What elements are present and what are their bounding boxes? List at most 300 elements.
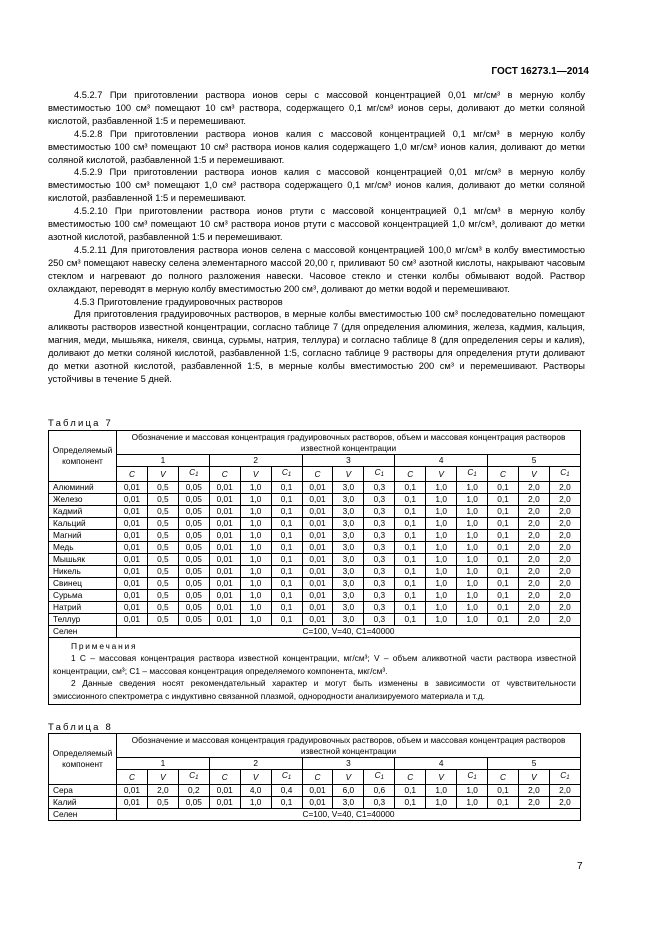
table-row bbox=[49, 517, 581, 529]
table-notes bbox=[49, 637, 581, 705]
table-cell: 0,01 bbox=[209, 481, 240, 493]
table-cell: 0,01 bbox=[117, 517, 148, 529]
notes-row bbox=[49, 637, 581, 705]
table-row bbox=[49, 541, 581, 553]
table-cell: 0,1 bbox=[488, 565, 519, 577]
table-row bbox=[49, 601, 581, 613]
solution-number: 5 bbox=[488, 455, 581, 467]
component-name: Магний bbox=[49, 529, 117, 541]
table-cell: 0,5 bbox=[147, 553, 178, 565]
subcol-header: C bbox=[302, 467, 333, 482]
paragraph: Для приготовления градуировочных растворов, в мерные колбы вместимостью 100 см³ последовательно помещают аликвоты растворов известной концентрации, согласно таблице 7 (для определения алюминия, железа, кадмия, кальция, магния, меди, мышьяка, никеля, свинца, сурьмы, натрия, теллура) и согласно таблице 8 (для определения серы и калия), доливают до метки соляной кислотой, разбавленной 1:5, согласно таблице 9 растворы для определения ртути доливают до метки азотной кислотой, разбавленной 1:5, в мерные колбы вместимостью 200 см³ и перемешивают. Растворы устойчивы в течение 5 дней. bbox=[48, 309, 585, 384]
table-cell: 2,0 bbox=[518, 493, 549, 505]
note-2: 2 Данные сведения носят рекомендательный характер и могут быть изменены в зависимости от чувствительности эмиссионного спектрометра с индуктивно связанной плазмой, однородности анализируемого материала и т.д. bbox=[53, 678, 576, 701]
table-cell: 0,05 bbox=[178, 529, 209, 541]
table-cell: 3,0 bbox=[333, 517, 364, 529]
table-cell: 0,1 bbox=[271, 553, 302, 565]
table-cell: 0,4 bbox=[271, 784, 302, 796]
table-cell: 0,5 bbox=[147, 541, 178, 553]
subcol-header: C bbox=[209, 770, 240, 785]
table-cell: 0,1 bbox=[395, 784, 426, 796]
table-cell: 1,0 bbox=[426, 613, 457, 625]
table-row bbox=[49, 577, 581, 589]
subcol-header: V bbox=[426, 467, 457, 482]
paragraph: 4.5.2.10 При приготовлении раствора ионов ртути с массовой концентрацией 0,1 мг/см³ в мерную колбу вместимостью 100 см³ помещают 10 см³ раствора ионов ртути с массовой концентрацией 1,0 мг/см³, доливают до метки азотной кислотой, разбавленной 1:5 и перемешивают. bbox=[48, 206, 585, 242]
table-cell: 0,01 bbox=[117, 784, 148, 796]
table-cell: 0,1 bbox=[488, 589, 519, 601]
component-name: Сера bbox=[49, 784, 117, 796]
table-cell: 2,0 bbox=[518, 577, 549, 589]
table-cell: 0,5 bbox=[147, 505, 178, 517]
table-cell: 1,0 bbox=[457, 601, 488, 613]
table-cell: 0,1 bbox=[395, 517, 426, 529]
table-cell: 3,0 bbox=[333, 565, 364, 577]
table-cell: 0,1 bbox=[395, 529, 426, 541]
table-cell: 2,0 bbox=[549, 541, 580, 553]
table-cell: 0,1 bbox=[395, 577, 426, 589]
subcol-row bbox=[49, 467, 581, 482]
table-cell: 1,0 bbox=[240, 601, 271, 613]
subcol-header: C bbox=[488, 467, 519, 482]
table-cell: 1,0 bbox=[240, 553, 271, 565]
table-cell: 0,05 bbox=[178, 796, 209, 808]
subcol-header: V bbox=[333, 770, 364, 785]
table-cell: 0,3 bbox=[364, 589, 395, 601]
table-cell: 1,0 bbox=[457, 493, 488, 505]
subcol-header: C1 bbox=[271, 770, 302, 785]
table-cell: 0,3 bbox=[364, 796, 395, 808]
table-row bbox=[49, 565, 581, 577]
body-text bbox=[48, 89, 585, 386]
solution-number: 2 bbox=[209, 455, 302, 467]
table-cell: 3,0 bbox=[333, 505, 364, 517]
page-number: 7 bbox=[577, 861, 583, 872]
table-cell: 0,5 bbox=[147, 517, 178, 529]
table-cell: 0,05 bbox=[178, 541, 209, 553]
subcol-header: C bbox=[117, 770, 148, 785]
table-cell: 1,0 bbox=[426, 589, 457, 601]
table-row bbox=[49, 613, 581, 625]
table-cell: 0,3 bbox=[364, 601, 395, 613]
selen-value: C=100, V=40, C1=40000 bbox=[117, 808, 581, 820]
solution-number: 1 bbox=[117, 455, 210, 467]
table-cell: 0,05 bbox=[178, 505, 209, 517]
table-cell: 0,01 bbox=[302, 796, 333, 808]
table-cell: 3,0 bbox=[333, 493, 364, 505]
table-cell: 2,0 bbox=[518, 481, 549, 493]
table-cell: 1,0 bbox=[240, 613, 271, 625]
subcol-header: C bbox=[488, 770, 519, 785]
table-cell: 0,1 bbox=[271, 613, 302, 625]
table-cell: 1,0 bbox=[457, 505, 488, 517]
table-cell: 0,01 bbox=[209, 577, 240, 589]
solution-number: 1 bbox=[117, 758, 210, 770]
table-cell: 0,1 bbox=[488, 577, 519, 589]
header-row bbox=[49, 734, 581, 758]
selen-row bbox=[49, 625, 581, 637]
table-cell: 2,0 bbox=[549, 493, 580, 505]
table-cell: 2,0 bbox=[549, 601, 580, 613]
table-cell: 0,1 bbox=[488, 601, 519, 613]
table-cell: 2,0 bbox=[518, 565, 549, 577]
table-cell: 1,0 bbox=[426, 553, 457, 565]
table-cell: 0,01 bbox=[117, 601, 148, 613]
component-header: Определяемый компонент bbox=[49, 431, 117, 482]
table-cell: 0,5 bbox=[147, 613, 178, 625]
table-cell: 0,1 bbox=[271, 529, 302, 541]
table-cell: 0,01 bbox=[209, 505, 240, 517]
table-cell: 2,0 bbox=[518, 505, 549, 517]
table-cell: 4,0 bbox=[240, 784, 271, 796]
table-cell: 0,3 bbox=[364, 517, 395, 529]
component-name: Селен bbox=[49, 625, 117, 637]
table-cell: 0,01 bbox=[302, 529, 333, 541]
group-header: Обозначение и массовая концентрация градуировочных растворов, объем и массовая концентрация растворов известной концентрации bbox=[117, 431, 581, 455]
table-cell: 3,0 bbox=[333, 553, 364, 565]
table-row bbox=[49, 589, 581, 601]
table-row bbox=[49, 529, 581, 541]
table-cell: 0,01 bbox=[117, 553, 148, 565]
table-cell: 0,1 bbox=[488, 541, 519, 553]
component-name: Свинец bbox=[49, 577, 117, 589]
table-row bbox=[49, 493, 581, 505]
table-cell: 0,01 bbox=[209, 784, 240, 796]
table-cell: 1,0 bbox=[457, 613, 488, 625]
table7-caption: Таблица 7 bbox=[48, 418, 113, 429]
table-cell: 0,2 bbox=[178, 784, 209, 796]
table-cell: 0,01 bbox=[302, 589, 333, 601]
table-cell: 0,05 bbox=[178, 517, 209, 529]
paragraph: 4.5.2.8 При приготовлении раствора ионов калия с массовой концентрацией 0,1 мг/см³ в мерную колбу вместимостью 100 см³ помещают 10 см³ раствора ионов калия содержащего 1,0 мг/см³ ионов калия, доливают до метки соляной кислотой, разбавленной 1:5 и перемешивают. bbox=[48, 128, 585, 165]
table-cell: 0,1 bbox=[271, 565, 302, 577]
table-cell: 0,01 bbox=[117, 796, 148, 808]
table-cell: 0,1 bbox=[271, 517, 302, 529]
table-cell: 0,01 bbox=[117, 505, 148, 517]
subcol-header: C1 bbox=[457, 467, 488, 482]
table-cell: 2,0 bbox=[549, 577, 580, 589]
table-cell: 0,01 bbox=[117, 481, 148, 493]
table-cell: 2,0 bbox=[549, 613, 580, 625]
table-cell: 2,0 bbox=[549, 565, 580, 577]
component-name: Селен bbox=[49, 808, 117, 820]
table-cell: 0,3 bbox=[364, 577, 395, 589]
note-1: 1 С – массовая концентрация раствора известной концентрации, мг/см³; V – объем аликвотной части раствора известной концентрации, см³; С1 – массовая концентрация определяемого компонента, мкг/см³. bbox=[53, 653, 576, 676]
component-name: Железо bbox=[49, 493, 117, 505]
table-cell: 0,5 bbox=[147, 493, 178, 505]
table-cell: 0,01 bbox=[117, 493, 148, 505]
table-cell: 2,0 bbox=[549, 589, 580, 601]
subcol-header: V bbox=[518, 467, 549, 482]
subcol-header: C bbox=[117, 467, 148, 482]
table-cell: 1,0 bbox=[240, 541, 271, 553]
table-cell: 0,1 bbox=[271, 601, 302, 613]
table-cell: 0,1 bbox=[271, 796, 302, 808]
table-cell: 0,3 bbox=[364, 493, 395, 505]
table-cell: 1,0 bbox=[426, 541, 457, 553]
table-cell: 0,01 bbox=[117, 613, 148, 625]
table-cell: 1,0 bbox=[240, 565, 271, 577]
subcol-header: C bbox=[395, 467, 426, 482]
table-cell: 0,1 bbox=[395, 601, 426, 613]
table-cell: 0,05 bbox=[178, 481, 209, 493]
solution-number: 5 bbox=[488, 758, 581, 770]
subcol-row bbox=[49, 770, 581, 785]
solution-number: 3 bbox=[302, 455, 395, 467]
table-cell: 0,1 bbox=[271, 505, 302, 517]
table-cell: 0,01 bbox=[302, 613, 333, 625]
component-name: Мышьяк bbox=[49, 553, 117, 565]
table-cell: 2,0 bbox=[518, 601, 549, 613]
component-name: Кальций bbox=[49, 517, 117, 529]
table-cell: 0,01 bbox=[302, 541, 333, 553]
table-cell: 1,0 bbox=[457, 577, 488, 589]
table7 bbox=[48, 430, 581, 705]
table-cell: 0,1 bbox=[395, 565, 426, 577]
table-row bbox=[49, 481, 581, 493]
solution-number: 3 bbox=[302, 758, 395, 770]
component-name: Теллур bbox=[49, 613, 117, 625]
subcol-header: V bbox=[147, 770, 178, 785]
subcol-header: C1 bbox=[271, 467, 302, 482]
table-cell: 0,1 bbox=[395, 796, 426, 808]
table-cell: 1,0 bbox=[457, 541, 488, 553]
component-name: Никель bbox=[49, 565, 117, 577]
table-cell: 0,1 bbox=[395, 505, 426, 517]
notes-title: Примечания bbox=[71, 640, 138, 651]
table-cell: 2,0 bbox=[549, 529, 580, 541]
table-cell: 2,0 bbox=[549, 481, 580, 493]
table-cell: 1,0 bbox=[426, 517, 457, 529]
table-cell: 2,0 bbox=[518, 553, 549, 565]
table-cell: 0,01 bbox=[117, 541, 148, 553]
table-cell: 2,0 bbox=[518, 784, 549, 796]
solution-number: 4 bbox=[395, 758, 488, 770]
table-cell: 6,0 bbox=[333, 784, 364, 796]
table-cell: 0,1 bbox=[488, 493, 519, 505]
table-cell: 2,0 bbox=[549, 553, 580, 565]
subcol-header: C1 bbox=[549, 770, 580, 785]
table-cell: 0,5 bbox=[147, 577, 178, 589]
table-cell: 0,1 bbox=[488, 553, 519, 565]
table8 bbox=[48, 733, 581, 821]
table-cell: 3,0 bbox=[333, 796, 364, 808]
table-cell: 0,1 bbox=[488, 796, 519, 808]
table-cell: 1,0 bbox=[240, 493, 271, 505]
table-cell: 0,01 bbox=[302, 553, 333, 565]
table-cell: 0,01 bbox=[209, 565, 240, 577]
table-cell: 1,0 bbox=[240, 577, 271, 589]
component-name: Медь bbox=[49, 541, 117, 553]
table-cell: 0,05 bbox=[178, 613, 209, 625]
table-cell: 0,5 bbox=[147, 796, 178, 808]
table-cell: 0,1 bbox=[271, 493, 302, 505]
table-cell: 1,0 bbox=[457, 784, 488, 796]
table-cell: 0,1 bbox=[271, 577, 302, 589]
subcol-header: V bbox=[147, 467, 178, 482]
table-cell: 3,0 bbox=[333, 613, 364, 625]
table8-caption: Таблица 8 bbox=[48, 722, 113, 733]
table-cell: 2,0 bbox=[518, 796, 549, 808]
table-cell: 0,1 bbox=[271, 589, 302, 601]
table-cell: 1,0 bbox=[426, 796, 457, 808]
subcol-header: V bbox=[426, 770, 457, 785]
table-cell: 0,01 bbox=[209, 517, 240, 529]
table-cell: 0,1 bbox=[488, 481, 519, 493]
table-cell: 0,1 bbox=[488, 613, 519, 625]
table-cell: 3,0 bbox=[333, 577, 364, 589]
table-cell: 0,5 bbox=[147, 601, 178, 613]
table-cell: 0,6 bbox=[364, 784, 395, 796]
table-cell: 1,0 bbox=[240, 796, 271, 808]
table-cell: 0,01 bbox=[209, 541, 240, 553]
table-cell: 0,5 bbox=[147, 481, 178, 493]
table-cell: 0,1 bbox=[395, 613, 426, 625]
selen-value: C=100, V=40, C1=40000 bbox=[117, 625, 581, 637]
table-cell: 0,01 bbox=[209, 589, 240, 601]
subcol-header: C bbox=[209, 467, 240, 482]
table-cell: 0,5 bbox=[147, 529, 178, 541]
table-cell: 0,05 bbox=[178, 565, 209, 577]
table-cell: 0,01 bbox=[209, 796, 240, 808]
table-cell: 3,0 bbox=[333, 541, 364, 553]
table-cell: 0,01 bbox=[117, 529, 148, 541]
subcol-header: C bbox=[395, 770, 426, 785]
table-cell: 0,01 bbox=[302, 481, 333, 493]
table-cell: 0,05 bbox=[178, 577, 209, 589]
table-cell: 0,01 bbox=[302, 601, 333, 613]
table-cell: 0,01 bbox=[302, 493, 333, 505]
subcol-header: C1 bbox=[364, 770, 395, 785]
table-cell: 0,01 bbox=[302, 784, 333, 796]
table-cell: 0,01 bbox=[209, 553, 240, 565]
table-cell: 2,0 bbox=[518, 529, 549, 541]
table-cell: 1,0 bbox=[426, 601, 457, 613]
table-cell: 2,0 bbox=[518, 517, 549, 529]
table-cell: 1,0 bbox=[426, 505, 457, 517]
number-row bbox=[49, 758, 581, 770]
table-cell: 1,0 bbox=[457, 589, 488, 601]
subcol-header: V bbox=[333, 467, 364, 482]
component-name: Натрий bbox=[49, 601, 117, 613]
group-header: Обозначение и массовая концентрация градуировочных растворов, объем и массовая концентрация растворов известной концентрации bbox=[117, 734, 581, 758]
table-cell: 0,1 bbox=[395, 553, 426, 565]
table-cell: 0,05 bbox=[178, 589, 209, 601]
number-row bbox=[49, 455, 581, 467]
subcol-header: C1 bbox=[178, 770, 209, 785]
table-row bbox=[49, 553, 581, 565]
table-cell: 2,0 bbox=[147, 784, 178, 796]
table-cell: 1,0 bbox=[426, 565, 457, 577]
table-cell: 0,1 bbox=[395, 493, 426, 505]
table-cell: 0,01 bbox=[209, 529, 240, 541]
table-cell: 3,0 bbox=[333, 481, 364, 493]
table-cell: 0,3 bbox=[364, 613, 395, 625]
component-name: Алюминий bbox=[49, 481, 117, 493]
table-cell: 2,0 bbox=[549, 784, 580, 796]
subcol-header: C1 bbox=[549, 467, 580, 482]
paragraph: 4.5.2.7 При приготовлении раствора ионов серы с массовой концентрацией 0,01 мг/см³ в мерную колбу вместимостью 100 см³ помещают 10 см³ раствора, содержащего 0,1 мг/см³ ионов серы, доливают до метки соляной кислотой, разбавленной 1:5 и перемешивают. bbox=[48, 90, 585, 126]
table-cell: 0,05 bbox=[178, 601, 209, 613]
table-cell: 0,01 bbox=[302, 517, 333, 529]
subcol-header: C1 bbox=[178, 467, 209, 482]
table-cell: 1,0 bbox=[457, 517, 488, 529]
subcol-header: V bbox=[240, 770, 271, 785]
table-cell: 1,0 bbox=[426, 784, 457, 796]
subcol-header: C1 bbox=[364, 467, 395, 482]
table-cell: 0,01 bbox=[302, 505, 333, 517]
paragraph: 4.5.3 Приготовление градуировочных растворов bbox=[74, 296, 283, 307]
table-cell: 1,0 bbox=[426, 493, 457, 505]
table-cell: 0,01 bbox=[117, 565, 148, 577]
table-cell: 1,0 bbox=[426, 577, 457, 589]
component-header: Определяемый компонент bbox=[49, 734, 117, 785]
subcol-header: C bbox=[302, 770, 333, 785]
table-cell: 2,0 bbox=[549, 796, 580, 808]
table-cell: 0,3 bbox=[364, 481, 395, 493]
table-cell: 0,01 bbox=[209, 613, 240, 625]
table-cell: 1,0 bbox=[457, 553, 488, 565]
table-cell: 1,0 bbox=[457, 481, 488, 493]
table-cell: 0,1 bbox=[395, 589, 426, 601]
table-cell: 1,0 bbox=[457, 796, 488, 808]
paragraph: 4.5.2.11 Для приготовления раствора ионов селена с массовой концентрацией 100,0 мг/см³ в колбу вместимостью 250 см³ помещают навеску селена элементарного массой 20,00 г, приливают 50 см³ азотной кислоты, накрывают часовым стеклом и нагревают до полного разложения навески. Часовое стекло и стенки колбы обмывают водой. Раствор охлаждают, переводят в мерную колбу вместимостью 200 см³, доливают до метки водой и перемешивают. bbox=[48, 244, 585, 294]
table-cell: 3,0 bbox=[333, 589, 364, 601]
solution-number: 2 bbox=[209, 758, 302, 770]
table-cell: 0,1 bbox=[395, 541, 426, 553]
component-name: Сурьма bbox=[49, 589, 117, 601]
table-cell: 0,01 bbox=[209, 601, 240, 613]
subcol-header: V bbox=[240, 467, 271, 482]
table-cell: 0,1 bbox=[488, 784, 519, 796]
paragraph: 4.5.2.9 При приготовлении раствора ионов калия с массовой концентрацией 0,01 мг/см³ в мерную колбу вместимостью 100 см³ помещают 1,0 см³ раствора содержащего 0,1 мг/см³ ионов калия, доливают до метки соляной кислотой, разбавленной 1:5 и перемешивают. bbox=[48, 167, 585, 204]
table-cell: 0,1 bbox=[488, 517, 519, 529]
table-cell: 3,0 bbox=[333, 529, 364, 541]
table-cell: 0,1 bbox=[488, 505, 519, 517]
table-cell: 3,0 bbox=[333, 601, 364, 613]
table-cell: 0,3 bbox=[364, 553, 395, 565]
table-cell: 0,01 bbox=[117, 577, 148, 589]
table-cell: 1,0 bbox=[457, 529, 488, 541]
solution-number: 4 bbox=[395, 455, 488, 467]
table-cell: 1,0 bbox=[426, 529, 457, 541]
table-cell: 2,0 bbox=[518, 541, 549, 553]
table-row bbox=[49, 505, 581, 517]
table-cell: 1,0 bbox=[240, 505, 271, 517]
table-cell: 0,1 bbox=[488, 529, 519, 541]
table-row bbox=[49, 784, 581, 796]
table-cell: 2,0 bbox=[549, 517, 580, 529]
table-cell: 0,01 bbox=[117, 589, 148, 601]
table-cell: 0,1 bbox=[271, 481, 302, 493]
table-cell: 1,0 bbox=[240, 589, 271, 601]
table-cell: 1,0 bbox=[457, 565, 488, 577]
table-cell: 0,3 bbox=[364, 505, 395, 517]
table-cell: 0,5 bbox=[147, 565, 178, 577]
table-row bbox=[49, 796, 581, 808]
table-cell: 0,1 bbox=[271, 541, 302, 553]
table-cell: 0,05 bbox=[178, 493, 209, 505]
header-row bbox=[49, 431, 581, 455]
table-cell: 2,0 bbox=[518, 613, 549, 625]
table-cell: 0,1 bbox=[395, 481, 426, 493]
table-cell: 0,01 bbox=[209, 493, 240, 505]
table-cell: 1,0 bbox=[240, 481, 271, 493]
table-cell: 0,5 bbox=[147, 589, 178, 601]
table-cell: 2,0 bbox=[518, 589, 549, 601]
table-cell: 0,3 bbox=[364, 541, 395, 553]
table-cell: 0,05 bbox=[178, 553, 209, 565]
component-name: Кадмий bbox=[49, 505, 117, 517]
